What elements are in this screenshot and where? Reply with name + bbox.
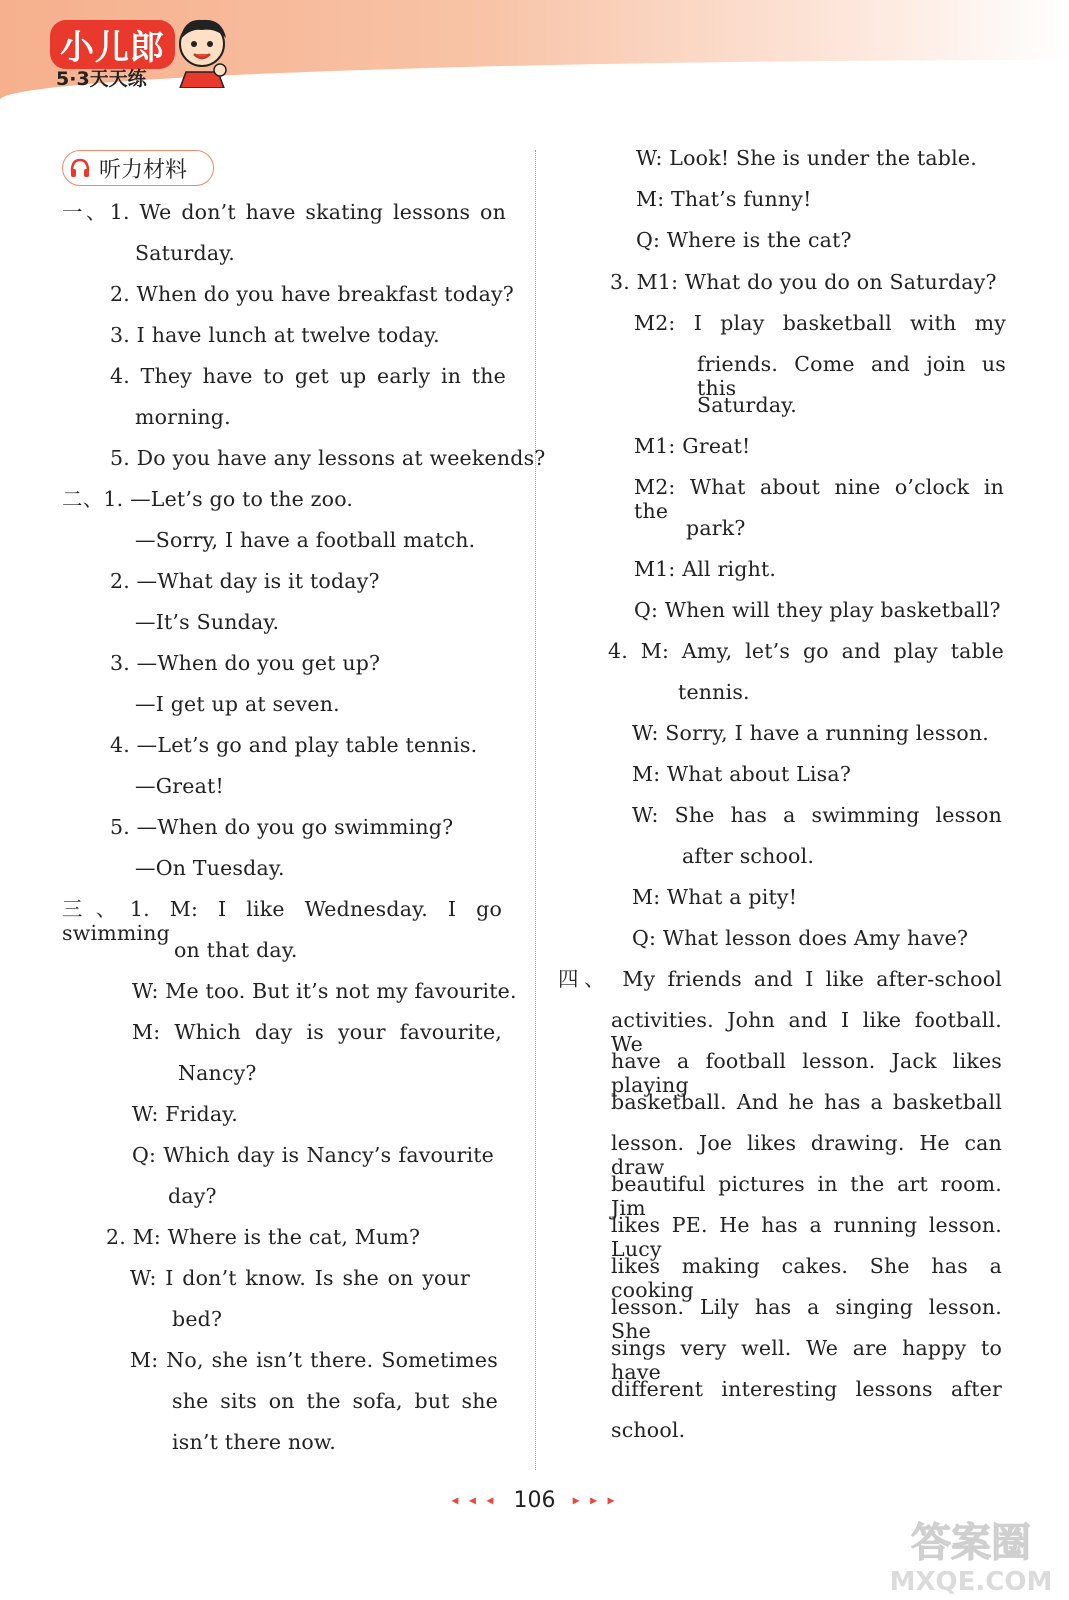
right-text-line: Saturday. xyxy=(697,393,798,417)
right-text-line: M: What a pity! xyxy=(632,885,798,909)
series-name: 5·3天天练 xyxy=(56,68,147,90)
right-text-line: beautiful pictures in the art room. Jim xyxy=(611,1172,1002,1220)
left-text-line: —I get up at seven. xyxy=(135,692,340,716)
right-text-line: have a football lesson. Jack likes playing xyxy=(611,1049,1002,1097)
left-text-line: 3. I have lunch at twelve today. xyxy=(110,323,440,347)
left-text-line: 5. Do you have any lessons at weekends? xyxy=(110,446,546,470)
left-text-line: M: Which day is your favourite, xyxy=(132,1020,502,1044)
right-text-line: Q: What lesson does Amy have? xyxy=(632,926,969,950)
right-text-line: likes PE. He has a running lesson. Lucy xyxy=(611,1213,1002,1261)
column-divider xyxy=(535,150,536,1470)
left-text-line: W: Friday. xyxy=(132,1102,239,1126)
left-text-line: day? xyxy=(168,1184,217,1208)
svg-text:答案圈: 答案圈 xyxy=(911,1520,1031,1566)
brand-name: 小儿郎 xyxy=(50,20,175,69)
right-text-line: 四、 My friends and I like after-school xyxy=(558,967,1002,991)
right-text-line: W: Sorry, I have a running lesson. xyxy=(632,721,989,745)
right-text-line: different interesting lessons after xyxy=(611,1377,1002,1401)
left-text-line: isn’t there now. xyxy=(172,1430,336,1454)
left-text-line: 4. —Let’s go and play table tennis. xyxy=(110,733,478,757)
right-text-line: M: That’s funny! xyxy=(636,187,812,211)
left-text-line: 2. When do you have breakfast today? xyxy=(110,282,514,306)
right-text-line: tennis. xyxy=(678,680,750,704)
right-text-line: likes making cakes. She has a cooking xyxy=(611,1254,1002,1302)
left-text-line: —It’s Sunday. xyxy=(135,610,280,634)
right-text-line: Q: Where is the cat? xyxy=(636,228,852,252)
section-title: 听力材料 xyxy=(99,157,188,183)
watermark-logo xyxy=(881,1506,1061,1596)
left-text-line: bed? xyxy=(172,1307,223,1331)
next-arrows-icon: ▸ ▸ ▸ xyxy=(572,1492,618,1509)
right-text-line: M1: Great! xyxy=(634,434,751,458)
left-text-line: morning. xyxy=(135,405,231,429)
headphone-icon xyxy=(69,157,91,179)
left-text-line: W: I don’t know. Is she on your xyxy=(130,1266,470,1290)
left-text-line: 2. M: Where is the cat, Mum? xyxy=(106,1225,421,1249)
right-text-line: W: Look! She is under the table. xyxy=(636,146,977,170)
left-text-line: —Great! xyxy=(135,774,224,798)
right-text-line: friends. Come and join us this xyxy=(697,352,1006,400)
left-text-line: Q: Which day is Nancy’s favourite xyxy=(132,1143,494,1167)
page-number: 106 xyxy=(513,1488,556,1513)
right-text-line: 3. M1: What do you do on Saturday? xyxy=(610,270,997,294)
right-text-line: M2: What about nine o’clock in the xyxy=(634,475,1004,523)
right-text-line: school. xyxy=(611,1418,686,1442)
left-text-line: M: No, she isn’t there. Sometimes xyxy=(130,1348,498,1372)
left-text-line: Nancy? xyxy=(178,1061,257,1085)
right-text-line: M2: I play basketball with my xyxy=(634,311,1006,335)
left-text-line: 三、1. M: I like Wednesday. I go swimming xyxy=(62,897,502,945)
left-text-line: 一、1. We don’t have skating lessons on xyxy=(62,200,506,224)
right-text-line: activities. John and I like football. We xyxy=(611,1008,1002,1056)
left-text-line: Saturday. xyxy=(135,241,236,265)
left-text-line: on that day. xyxy=(174,938,298,962)
left-text-line: 二、1. —Let’s go to the zoo. xyxy=(62,487,354,511)
right-text-line: M: What about Lisa? xyxy=(632,762,852,786)
boy-mascot-icon xyxy=(172,14,232,88)
right-text-line: 4. M: Amy, let’s go and play table xyxy=(608,639,1004,663)
left-text-line: 2. —What day is it today? xyxy=(110,569,380,593)
right-text-line: lesson. Lily has a singing lesson. She xyxy=(611,1295,1002,1343)
right-text-line: park? xyxy=(686,516,746,540)
left-text-line: she sits on the sofa, but she xyxy=(172,1389,498,1413)
right-text-line: W: She has a swimming lesson xyxy=(632,803,1002,827)
right-text-line: basketball. And he has a basketball xyxy=(611,1090,1002,1114)
section-tag xyxy=(62,150,214,186)
left-text-line: 5. —When do you go swimming? xyxy=(110,815,454,839)
left-text-line: —Sorry, I have a football match. xyxy=(135,528,476,552)
left-text-line: W: Me too. But it’s not my favourite. xyxy=(132,979,517,1003)
right-text-line: after school. xyxy=(682,844,815,868)
right-text-line: lesson. Joe likes drawing. He can draw xyxy=(611,1131,1002,1179)
left-text-line: —On Tuesday. xyxy=(135,856,285,880)
right-text-line: M1: All right. xyxy=(634,557,777,581)
prev-arrows-icon: ◂ ◂ ◂ xyxy=(451,1492,497,1509)
left-text-line: 3. —When do you get up? xyxy=(110,651,381,675)
left-text-line: 4. They have to get up early in the xyxy=(110,364,506,388)
right-text-line: Q: When will they play basketball? xyxy=(634,598,1001,622)
right-text-line: sings very well. We are happy to have xyxy=(611,1336,1002,1384)
svg-text:MXQE.COM: MXQE.COM xyxy=(889,1567,1053,1596)
